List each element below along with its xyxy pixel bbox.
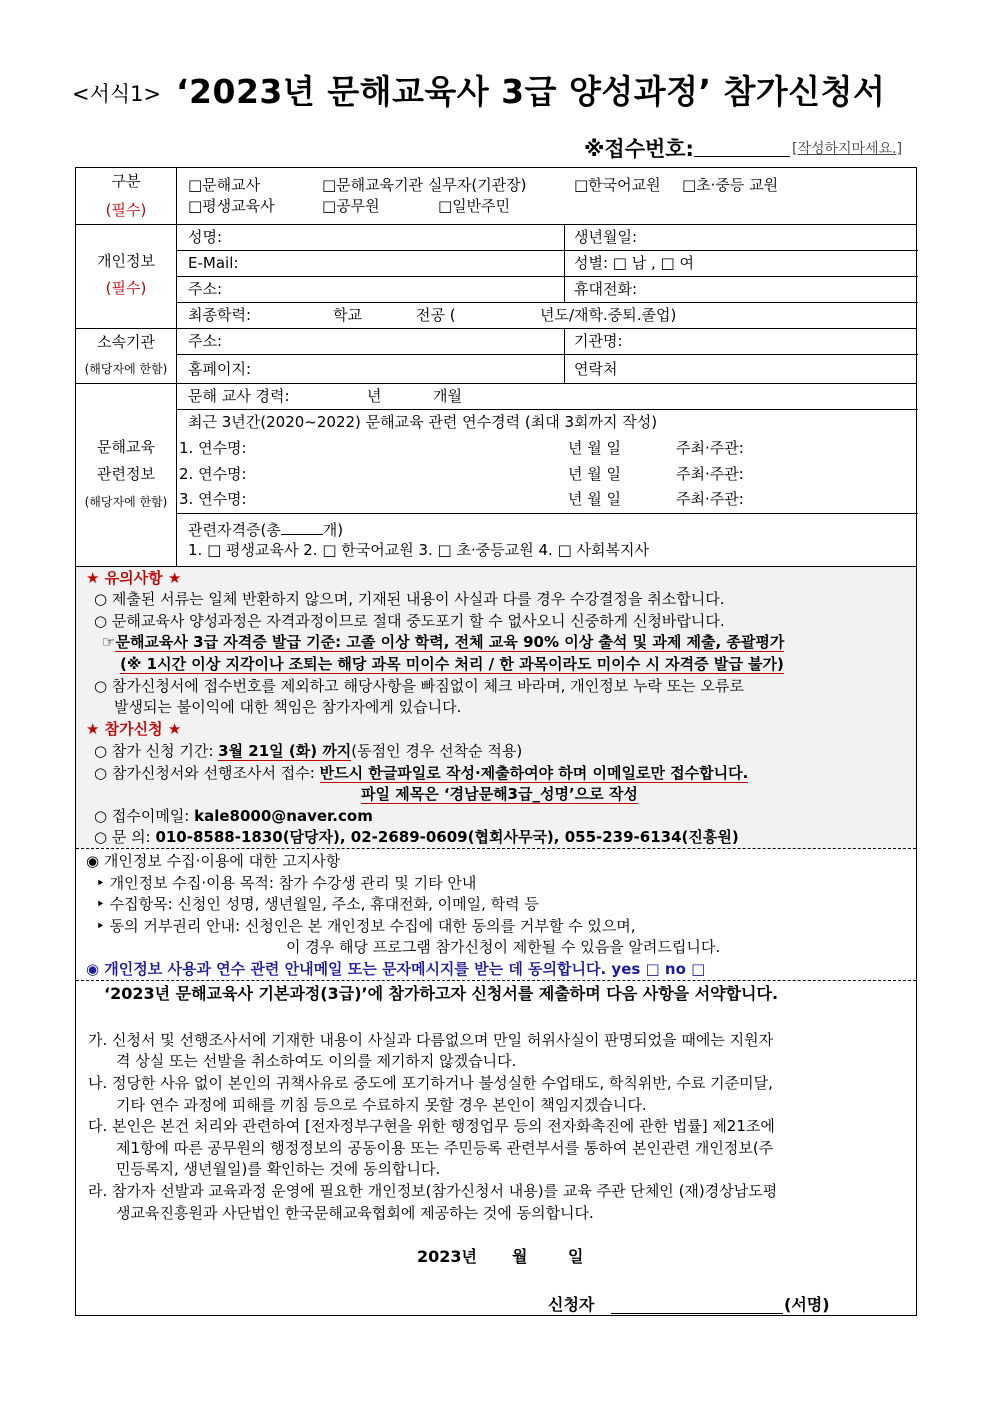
- row-divider: [176, 276, 918, 277]
- training-3-date-field[interactable]: 년 월 일: [568, 490, 622, 508]
- row-divider: [76, 383, 916, 384]
- receipt-number-field[interactable]: [694, 156, 790, 157]
- education-field[interactable]: 최종학력:: [188, 306, 252, 324]
- career-year-label: 년: [367, 387, 382, 405]
- privacy-item-2: ‣ 수집항목: 신청인 성명, 생년월일, 주소, 휴대전화, 이메일, 학력 등: [96, 895, 539, 913]
- apply-period: [94, 742, 522, 760]
- apply-contact-numbers: 010-8588-1830(담당자), 02-2689-0609(협회사무국), 055-239-6134(진흥원): [155, 828, 739, 846]
- literacy-label-2: 관련정보: [97, 465, 155, 483]
- row-divider: [76, 328, 916, 329]
- training-header: 최근 3년간(2020~2022) 문해교육 관련 연수경력 (최대 3회까지 작성): [188, 413, 658, 431]
- notice-item-3a: ○ 참가신청서에 접수번호를 제외하고 해당사항을 빠짐없이 체크 바라며, 개인정보 누락 또는 오류로: [94, 677, 744, 695]
- personal-info-label: 개인정보: [97, 252, 155, 270]
- notice-item-3b: 발생되는 불이익에 대한 책임은 참가자에게 있습니다.: [114, 698, 462, 716]
- column-divider: [564, 276, 565, 302]
- apply-contact-label: ○ 문 의:: [94, 828, 156, 846]
- notice-title: ★ 유의사항 ★: [86, 569, 182, 587]
- name-field[interactable]: 성명:: [188, 228, 223, 246]
- apply-period-date: 3월 21일 (화) 까지: [218, 742, 352, 760]
- criteria-line-2: [120, 655, 784, 673]
- pledge-item-da-2: 제1항에 따른 공무원의 행정정보의 공동이용 또는 주민등록 관련부서를 통하여 본인관련 개인정보(주: [116, 1139, 774, 1157]
- privacy-item-3b: 이 경우 해당 프로그램 참가신청이 제한될 수 있음을 알려드립니다.: [286, 938, 721, 956]
- apply-email: [94, 807, 373, 825]
- org-name-field[interactable]: 기관명:: [574, 332, 623, 350]
- school-label: 학교: [333, 306, 362, 324]
- criteria-line-1: [102, 633, 784, 651]
- application-form: [75, 167, 917, 1316]
- training-2-host-field[interactable]: 주최·주관:: [676, 465, 744, 483]
- mobile-field[interactable]: 휴대전화:: [574, 280, 638, 298]
- address-field[interactable]: 주소:: [188, 280, 223, 298]
- apply-email-address[interactable]: kale8000@naver.com: [194, 807, 373, 825]
- category-required: (필수): [105, 201, 147, 219]
- pledge-item-ga-2: 격 상실 또는 선발을 취소하여도 이의를 제기하지 않겠습니다.: [116, 1052, 517, 1070]
- apply-submit-label: ○ 참가신청서와 선행조사서 접수:: [94, 764, 320, 782]
- affiliation-note: (해당자에 한함): [84, 362, 168, 376]
- pledge-item-na-1: 나. 정당한 사유 없이 본인의 귀책사유로 중도에 포기하거나 불성실한 수업태도, 학칙위반, 수료 기준미달,: [88, 1074, 773, 1092]
- cert-header-post: 개): [322, 521, 344, 539]
- dashed-divider: [76, 848, 916, 849]
- pledge-item-da-3: 민등록지, 생년월일)를 확인하는 것에 동의합니다.: [116, 1160, 441, 1178]
- column-divider: [564, 328, 565, 383]
- personal-info-required: (필수): [105, 279, 147, 297]
- training-2-date-field[interactable]: 년 월 일: [568, 465, 622, 483]
- row-divider: [176, 250, 918, 251]
- privacy-title: ◉ 개인정보 수집·이용에 대한 고지사항: [86, 852, 341, 870]
- notice-item-2: ○ 문해교육사 양성과정은 자격과정이므로 절대 중도포기 할 수 없사오니 신중하게 신청바랍니다.: [94, 612, 725, 630]
- gender-field[interactable]: 성별: □ 남 , □ 여: [574, 254, 694, 272]
- privacy-item-3: ‣ 동의 거부권리 안내: 신청인은 본 개인정보 수집에 대한 동의를 거부할 수 있으며,: [96, 917, 636, 935]
- pledge-item-na-2: 기타 연수 과정에 피해를 끼침 등으로 수료하지 못할 경우 본인이 책임지겠습니다.: [116, 1096, 647, 1114]
- privacy-consent[interactable]: ◉ 개인정보 사용과 연수 관련 안내메일 또는 문자메시지를 받는 데 동의합니다. yes □ no □: [86, 960, 706, 978]
- affiliation-label: 소속기관: [97, 333, 155, 351]
- training-3-host-field[interactable]: 주최·주관:: [676, 490, 744, 508]
- cert-checkboxes[interactable]: 1. □ 평생교육사 2. □ 한국어교원 3. □ 초·중등교원 4. □ 사회복지사: [188, 541, 649, 559]
- column-divider: [564, 224, 565, 276]
- signature-field[interactable]: [611, 1313, 783, 1314]
- apply-submit: [94, 764, 748, 782]
- date-day: 일: [568, 1247, 584, 1266]
- training-1-host-field[interactable]: 주최·주관:: [676, 439, 744, 457]
- applicant-label: 신청자: [548, 1295, 595, 1314]
- apply-submit-rule: 반드시 한글파일로 작성·제출하여야 하며 이메일로만 접수합니다.: [319, 764, 749, 782]
- column-divider: [176, 168, 177, 566]
- cert-header: [188, 520, 343, 539]
- row-divider: [176, 513, 918, 514]
- pledge-title: ‘2023년 문해교육사 기본과정(3급)’에 참가하고자 신청서를 제출하며 다음 사항을 서약합니다.: [104, 984, 779, 1003]
- birth-field[interactable]: 생년월일:: [574, 228, 638, 246]
- file-title-rule: [361, 785, 638, 803]
- apply-contact: [94, 828, 739, 846]
- teaching-career-field[interactable]: 문해 교사 경력:: [188, 387, 290, 405]
- dashed-divider: [76, 980, 916, 981]
- row-divider: [176, 409, 918, 410]
- org-contact-field[interactable]: 연락처: [574, 360, 618, 378]
- form-number-label: <서식1>: [72, 82, 162, 106]
- training-2-name-field[interactable]: 2. 연수명:: [179, 465, 247, 483]
- pledge-item-ra-2: 생교육진흥원과 사단법인 한국문해교육협회에 제공하는 것에 동의합니다.: [116, 1204, 594, 1222]
- row-divider: [176, 354, 918, 355]
- receipt-number-label: ※접수번호:: [584, 137, 694, 161]
- date-month: 월: [512, 1247, 528, 1266]
- checkbox-literacy-teacher[interactable]: □문해교사: [188, 176, 261, 194]
- checkbox-institution-staff[interactable]: □문해교육기관 실무자(기관장): [322, 176, 527, 194]
- notice-item-1: ○ 제출된 서류는 일체 반환하지 않으며, 기재된 내용이 사실과 다를 경우 수강결정을 취소합니다.: [94, 590, 725, 608]
- training-1-date-field[interactable]: 년 월 일: [568, 439, 622, 457]
- apply-email-label: ○ 접수이메일:: [94, 807, 195, 825]
- criteria-text-1: 문해교육사 3급 자격증 발급 기준: 고졸 이상 학력, 전체 교육 90% 이상 출석 및 과제 제출, 종괄평가: [115, 633, 785, 651]
- privacy-item-1: ‣ 개인정보 수집·이용 목적: 참가 수강생 관리 및 기타 안내: [96, 874, 477, 892]
- checkbox-korean-teacher[interactable]: □한국어교원: [574, 176, 661, 194]
- major-label: 전공 (: [416, 306, 456, 324]
- homepage-field[interactable]: 홈페이지:: [188, 360, 252, 378]
- page-title: ‘2023년 문해교육사 3급 양성과정’ 참가신청서: [176, 72, 886, 111]
- checkbox-school-teacher[interactable]: □초·중등 교원: [682, 176, 779, 194]
- org-address-field[interactable]: 주소:: [188, 332, 223, 350]
- sign-label: (서명): [784, 1295, 830, 1314]
- pledge-item-da-1: 다. 본인은 본건 처리와 관련하여 [전자정부구현을 위한 행정업무 등의 전자화촉진에 관한 법률] 제21조에: [88, 1117, 775, 1135]
- career-month-label: 개월: [433, 387, 462, 405]
- category-label: 구분: [111, 172, 141, 190]
- checkbox-resident[interactable]: □일반주민: [438, 197, 511, 215]
- row-divider: [76, 224, 916, 225]
- training-3-name-field[interactable]: 3. 연수명:: [179, 490, 247, 508]
- criteria-text-2: (※ 1시간 이상 지각이나 조퇴는 해당 과목 미이수 처리 / 한 과목이라도 미이수 시 자격증 발급 불가): [120, 655, 784, 673]
- pledge-item-ga-1: 가. 신청서 및 선행조사서에 기재한 내용이 사실과 다름없으며 만일 허위사실이 판명되었을 때에는 지원자: [88, 1031, 774, 1049]
- checkbox-lifelong-educator[interactable]: □평생교육사: [188, 197, 275, 215]
- apply-title: ★ 참가신청 ★: [86, 720, 182, 738]
- email-field[interactable]: E-Mail:: [188, 254, 239, 272]
- receipt-note: [작성하지마세요.]: [792, 141, 903, 157]
- file-title-text: 파일 제목은 ‘경남문해3급_성명’으로 작성: [361, 785, 638, 803]
- pledge-item-ra-1: 라. 참가자 선발과 교육과정 운영에 필요한 개인정보(참가신청서 내용)를 교육 주관 단체인 (재)경상남도평: [88, 1182, 778, 1200]
- apply-period-note: (동점인 경우 선착순 적용): [351, 742, 523, 760]
- date-year: 2023년: [417, 1247, 477, 1266]
- row-divider: [176, 302, 918, 303]
- year-status-label: 년도/재학.중퇴.졸업): [540, 306, 677, 324]
- cert-count-field[interactable]: [281, 520, 323, 535]
- literacy-note: (해당자에 한함): [84, 495, 168, 509]
- checkbox-public-official[interactable]: □공무원: [322, 197, 380, 215]
- apply-period-label: ○ 참가 신청 기간:: [94, 742, 219, 760]
- pointing-hand-icon: ☞: [102, 633, 116, 651]
- training-1-name-field[interactable]: 1. 연수명:: [179, 439, 247, 457]
- literacy-label-1: 문해교육: [97, 438, 155, 456]
- cert-header-pre: 관련자격증(총: [188, 521, 281, 539]
